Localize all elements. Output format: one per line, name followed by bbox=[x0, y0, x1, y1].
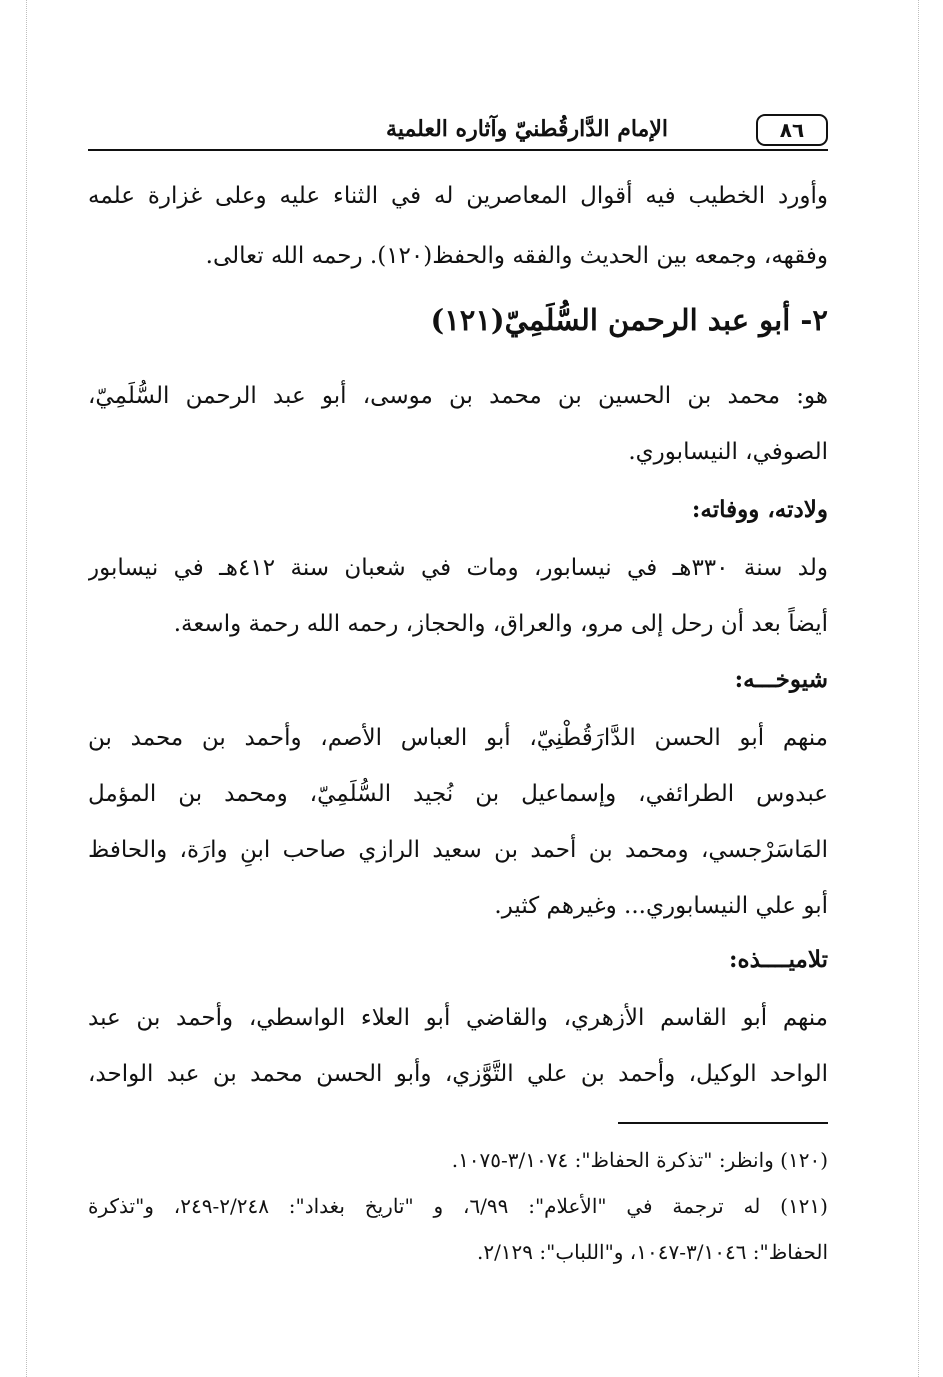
page-number-badge: ٨٦ bbox=[756, 114, 828, 146]
body-line: أيضاً بعد أن رحل إلى مرو، والعراق، والحجاز، رحمه الله رحمة واسعة. bbox=[173, 611, 828, 637]
footnote: (١٢١) له ترجمة في "الأعلام": ٦/٩٩، و "تاريخ بغداد": ٢/٢٤٨-٢٤٩، و"تذكرة bbox=[88, 1194, 828, 1218]
scan-edge-dotted-right bbox=[918, 0, 919, 1377]
running-title: الإمام الدَّارقُطنيّ وآثاره العلمية bbox=[386, 116, 668, 142]
body-line: هو: محمد بن الحسين بن محمد بن موسى، أبو عبد الرحمن السُّلَمِيّ، bbox=[88, 383, 828, 409]
body-line: منهم أبو القاسم الأزهري، والقاضي أبو العلاء الواسطي، وأحمد بن عبد bbox=[88, 1005, 828, 1031]
body-line: عبدوس الطرائفي، وإسماعيل بن نُجيد السُّلَمِيّ، ومحمد بن المؤمل bbox=[88, 781, 828, 807]
footnote-rule bbox=[618, 1122, 828, 1124]
body-line: وفقهه، وجمعه بين الحديث والفقه والحفظ(١٢٠). رحمه الله تعالى. bbox=[205, 243, 828, 269]
subheading-students: تلاميــــذه: bbox=[729, 946, 828, 973]
body-line: المَاسَرْجسي، ومحمد بن أحمد بن سعيد الرازي صاحب ابنِ وارَة، والحافظ bbox=[88, 837, 828, 863]
subheading-teachers: شيوخـــه: bbox=[734, 666, 828, 693]
section-heading: ٢- أبو عبد الرحمن السُّلَمِيّ(١٢١) bbox=[430, 303, 828, 337]
body-line: أبو علي النيسابوري... وغيرهم كثير. bbox=[494, 893, 828, 919]
body-line: الصوفي، النيسابوري. bbox=[628, 439, 828, 465]
header-rule bbox=[88, 149, 828, 151]
subheading-birth-death: ولادته، ووفاته: bbox=[691, 496, 828, 523]
footnote: (١٢٠) وانظر: "تذكرة الحفاظ": ٣/١٠٧٤-١٠٧٥. bbox=[451, 1148, 828, 1172]
body-line: وأورد الخطيب فيه أقوال المعاصرين له في الثناء عليه وعلى غزارة علمه bbox=[88, 183, 828, 209]
page-header bbox=[88, 112, 828, 146]
scan-edge-dotted-left bbox=[26, 0, 27, 1377]
body-line: الواحد الوكيل، وأحمد بن علي التَّوَّزي، وأبو الحسن محمد بن عبد الواحد، bbox=[88, 1061, 828, 1087]
body-line: ولد سنة ٣٣٠هـ في نيسابور، ومات في شعبان سنة ٤١٢هـ في نيسابور bbox=[88, 555, 828, 581]
body-line: منهم أبو الحسن الدَّارَقُطْنِيّ، أبو العباس الأصم، وأحمد بن محمد بن bbox=[88, 725, 828, 751]
footnote-continuation: الحفاظ": ٣/١٠٤٦-١٠٤٧، و"اللباب": ٢/١٢٩. bbox=[476, 1240, 828, 1264]
